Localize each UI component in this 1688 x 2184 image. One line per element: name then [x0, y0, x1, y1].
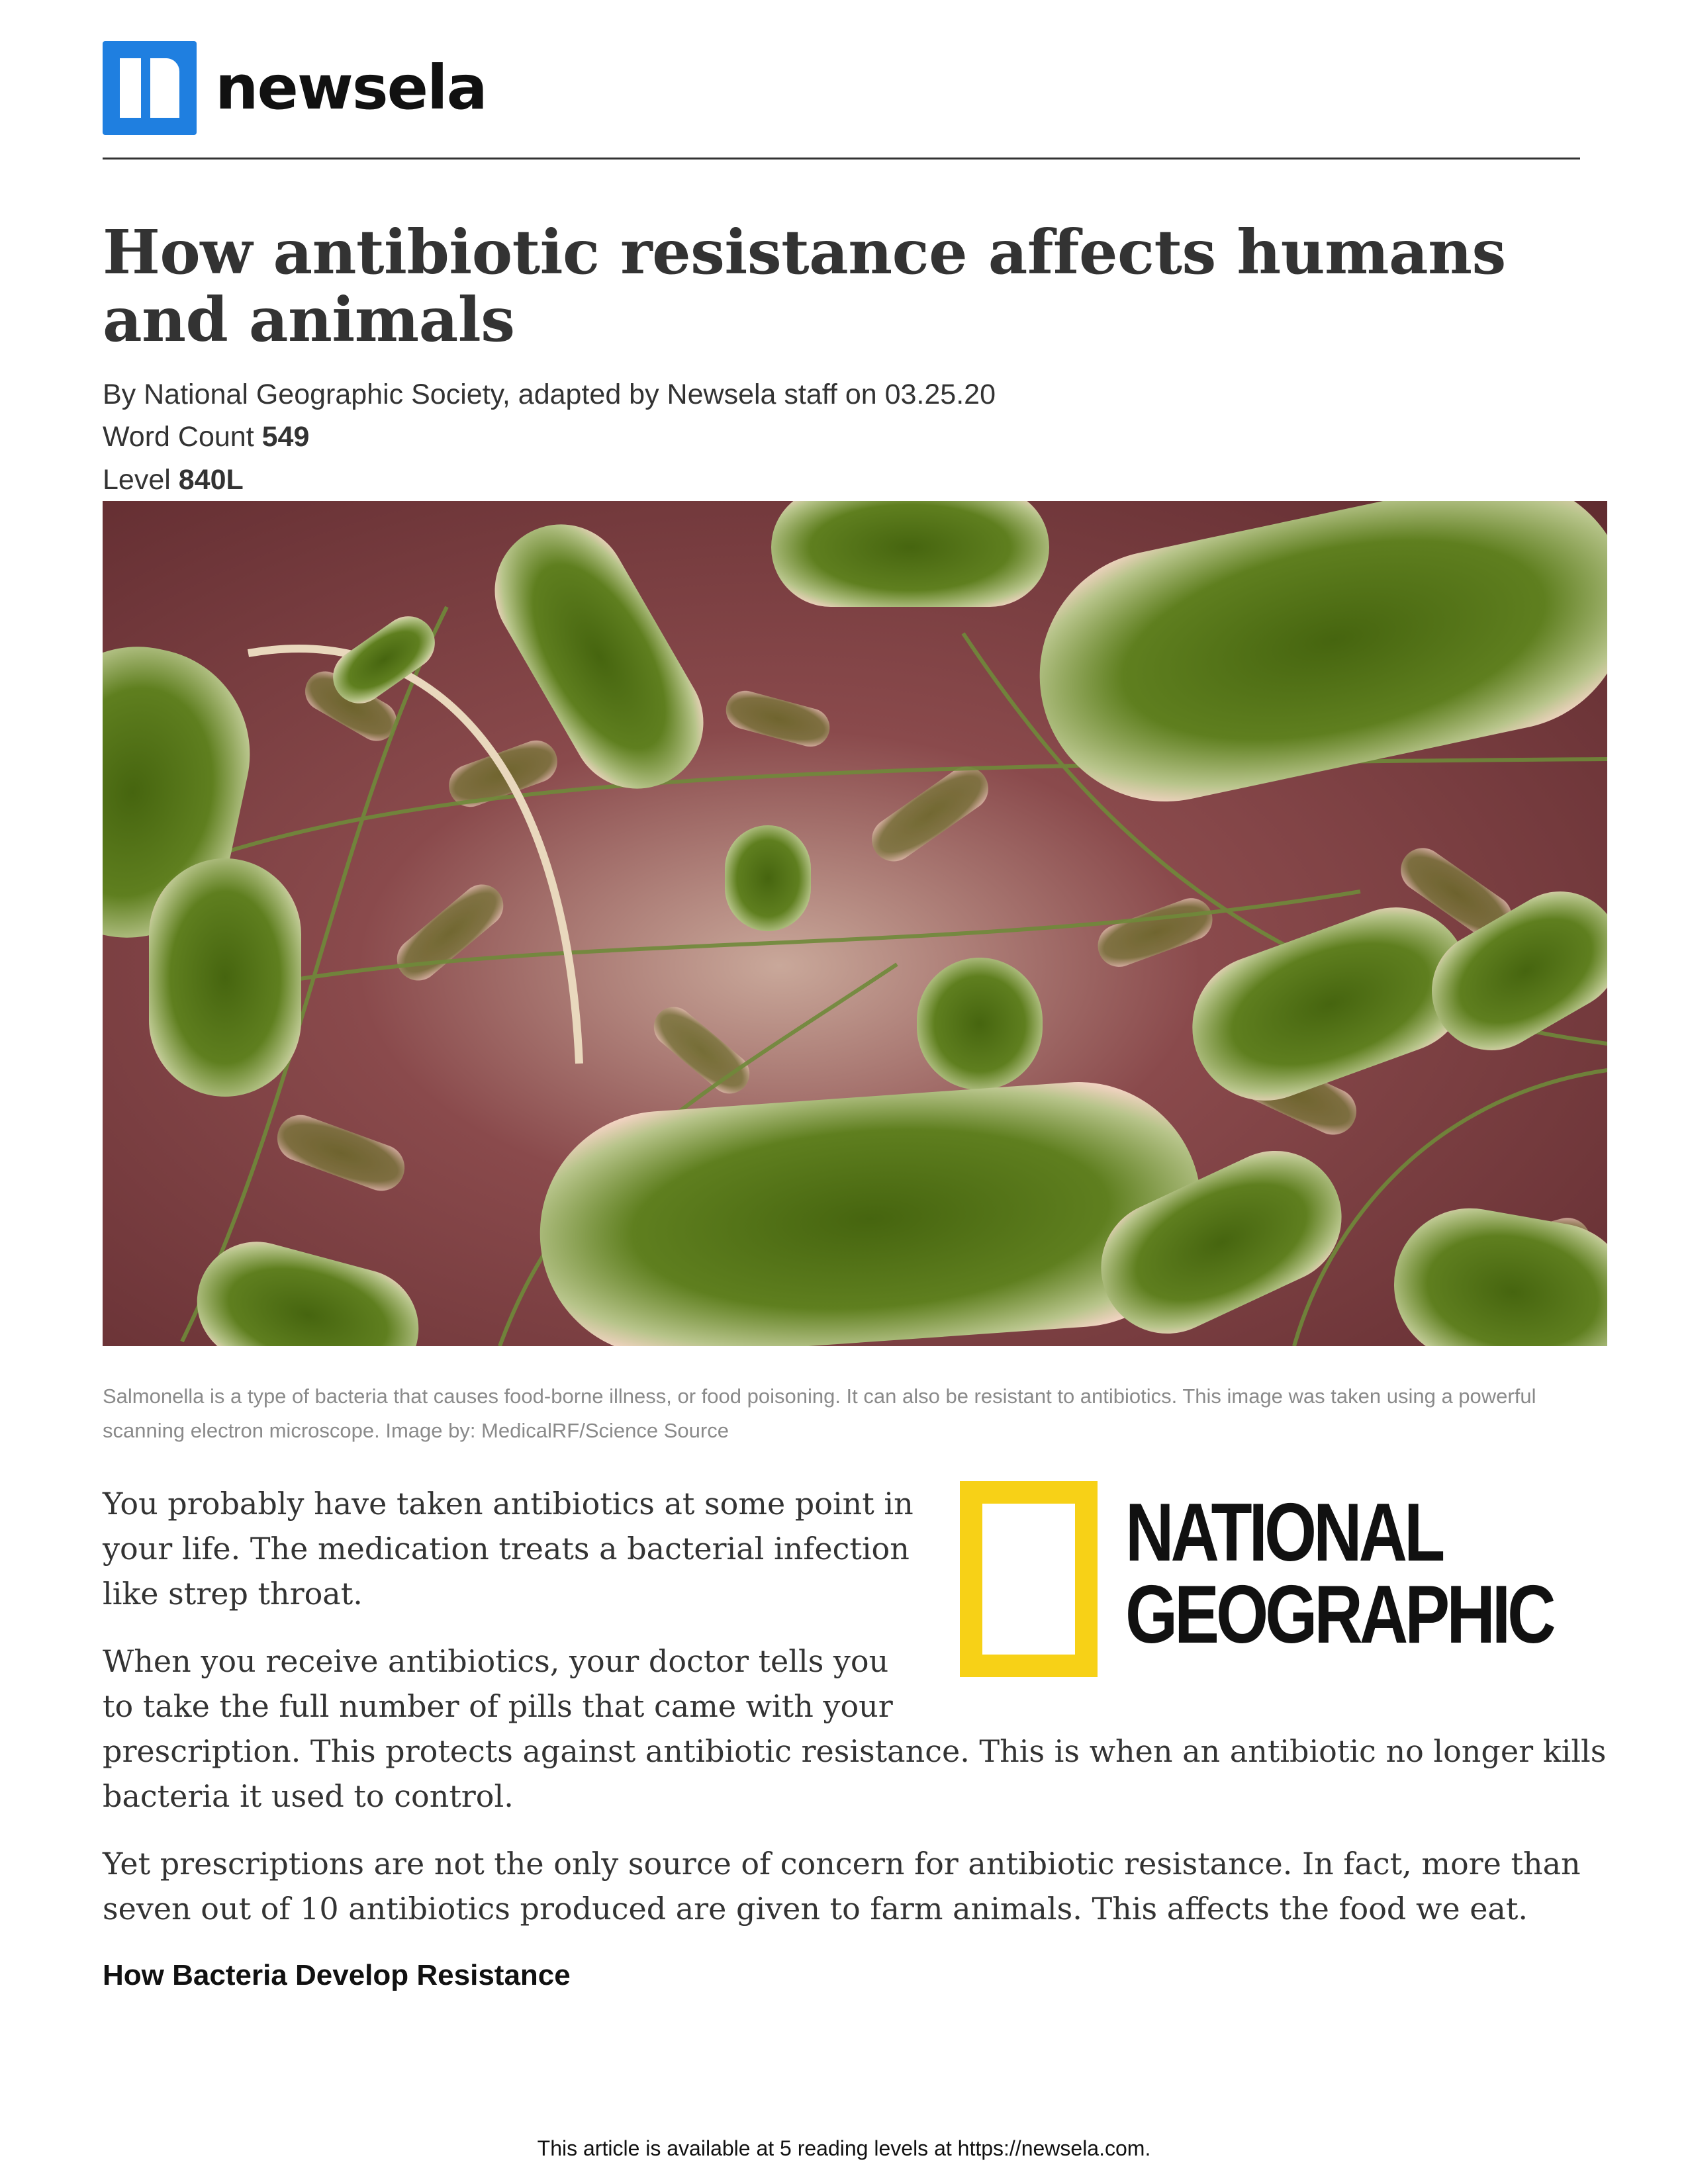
paragraph-2-start: When you receive antibiotics, your doctor tells you to take the full number of pills that came with your	[103, 1643, 893, 1724]
word-count	[103, 417, 309, 457]
article-title: How antibiotic resistance affects humans and animals	[103, 216, 1506, 355]
reading-level	[103, 460, 244, 500]
logo-line-1: NATIONAL	[1125, 1487, 1442, 1578]
header-divider	[103, 158, 1580, 159]
brand-name: newsela	[215, 52, 487, 123]
byline: By National Geographic Society, adapted by Newsela staff on 03.25.20	[103, 379, 996, 410]
paragraph-2-end: prescription. This protects against antibiotic resistance. This is when an antibiotic no longer kills bacteria it used to control.	[103, 1733, 1607, 1814]
national-geographic-logo	[960, 1481, 1582, 1661]
image-caption: Salmonella is a type of bacteria that causes food-borne illness, or food poisoning. It can also be resistant to antibiotics. This image was taken using a powerful scanning electron microscope. Image by: MedicalRF/Science Source	[103, 1385, 1536, 1442]
word-count-value: 549	[261, 421, 310, 453]
logo-line-2: GEOGRAPHIC	[1125, 1569, 1553, 1661]
paragraph-3: Yet prescriptions are not the only source of concern for antibiotic resistance. In fact, more than seven out of 10 antibiotics produced are given to farm animals. This affects the food we eat.	[103, 1846, 1581, 1927]
section-heading: How Bacteria Develop Resistance	[103, 1959, 571, 1991]
hero-image	[103, 501, 1607, 1346]
footer-note: This article is available at 5 reading levels at https://newsela.com.	[537, 2136, 1151, 2160]
newsela-logo-icon	[103, 41, 197, 135]
reading-level-value: 840L	[178, 464, 244, 496]
national-geographic-wordmark	[1125, 1487, 1553, 1661]
newsela-logo[interactable]	[103, 41, 487, 135]
reading-level-label: Level	[103, 464, 171, 496]
yellow-frame-icon	[960, 1481, 1098, 1677]
salmonella-illustration	[103, 501, 1607, 1346]
word-count-label: Word Count	[103, 421, 254, 453]
paragraph-1: You probably have taken antibiotics at some point in your life. The medication treats a bacterial infection like strep throat.	[103, 1486, 914, 1612]
